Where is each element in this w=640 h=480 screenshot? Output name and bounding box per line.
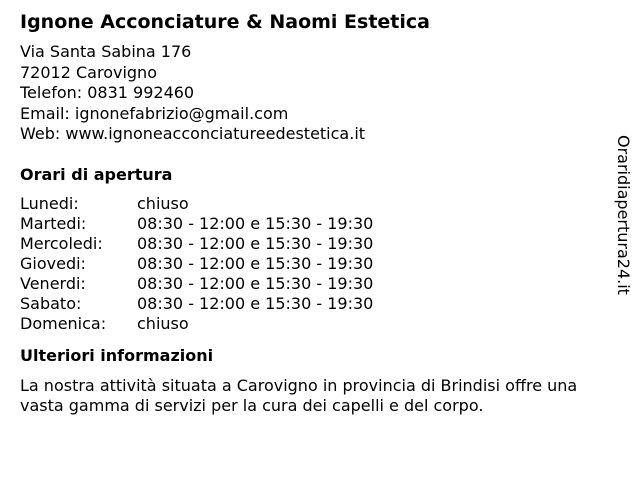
hours-value: 08:30 - 12:00 e 15:30 - 19:30	[137, 293, 374, 313]
hours-value: 08:30 - 12:00 e 15:30 - 19:30	[137, 233, 374, 253]
hours-day: Giovedi:	[20, 253, 86, 273]
business-card	[20, 10, 600, 417]
hours-value: chiuso	[137, 193, 189, 213]
phone-line: Telefon: 0831 992460	[20, 83, 195, 102]
hours-day: Domenica:	[20, 313, 107, 333]
side-brand-text: Oraridiapertura24.it	[614, 135, 633, 295]
email-line: Email: ignonefabrizio@gmail.com	[20, 103, 289, 123]
hours-day: Sabato:	[20, 293, 82, 313]
hours-row-giovedi	[20, 254, 600, 274]
hours-table	[20, 194, 600, 334]
hours-value: 08:30 - 12:00 e 15:30 - 19:30	[137, 273, 374, 293]
hours-value: chiuso	[137, 313, 189, 333]
hours-value: 08:30 - 12:00 e 15:30 - 19:30	[137, 253, 374, 273]
address-street: Via Santa Sabina 176	[20, 42, 192, 61]
hours-row-lunedi	[20, 194, 600, 214]
hours-day: Martedi:	[20, 213, 87, 233]
side-brand	[612, 135, 634, 310]
address-city: 72012 Carovigno	[20, 62, 157, 82]
hours-value: 08:30 - 12:00 e 15:30 - 19:30	[137, 213, 374, 233]
hours-row-domenica	[20, 314, 600, 334]
hours-row-martedi	[20, 214, 600, 234]
hours-row-sabato	[20, 294, 600, 314]
hours-heading: Orari di apertura	[20, 164, 173, 184]
contact-block	[20, 42, 600, 145]
web-line: Web: www.ignoneacconciatureedestetica.it	[20, 124, 366, 143]
hours-row-mercoledi	[20, 234, 600, 254]
info-text: La nostra attività situata a Carovigno in provincia di Brindisi offre una vasta gamma di servizi per la cura dei capelli e del corpo.	[20, 375, 578, 415]
info-heading: Ulteriori informazioni	[20, 345, 214, 365]
hours-day: Mercoledi:	[20, 233, 103, 253]
business-name: Ignone Acconciature & Naomi Estetica	[20, 11, 430, 33]
hours-day: Lunedi:	[20, 193, 79, 213]
hours-day: Venerdi:	[20, 273, 86, 293]
hours-row-venerdi	[20, 274, 600, 294]
